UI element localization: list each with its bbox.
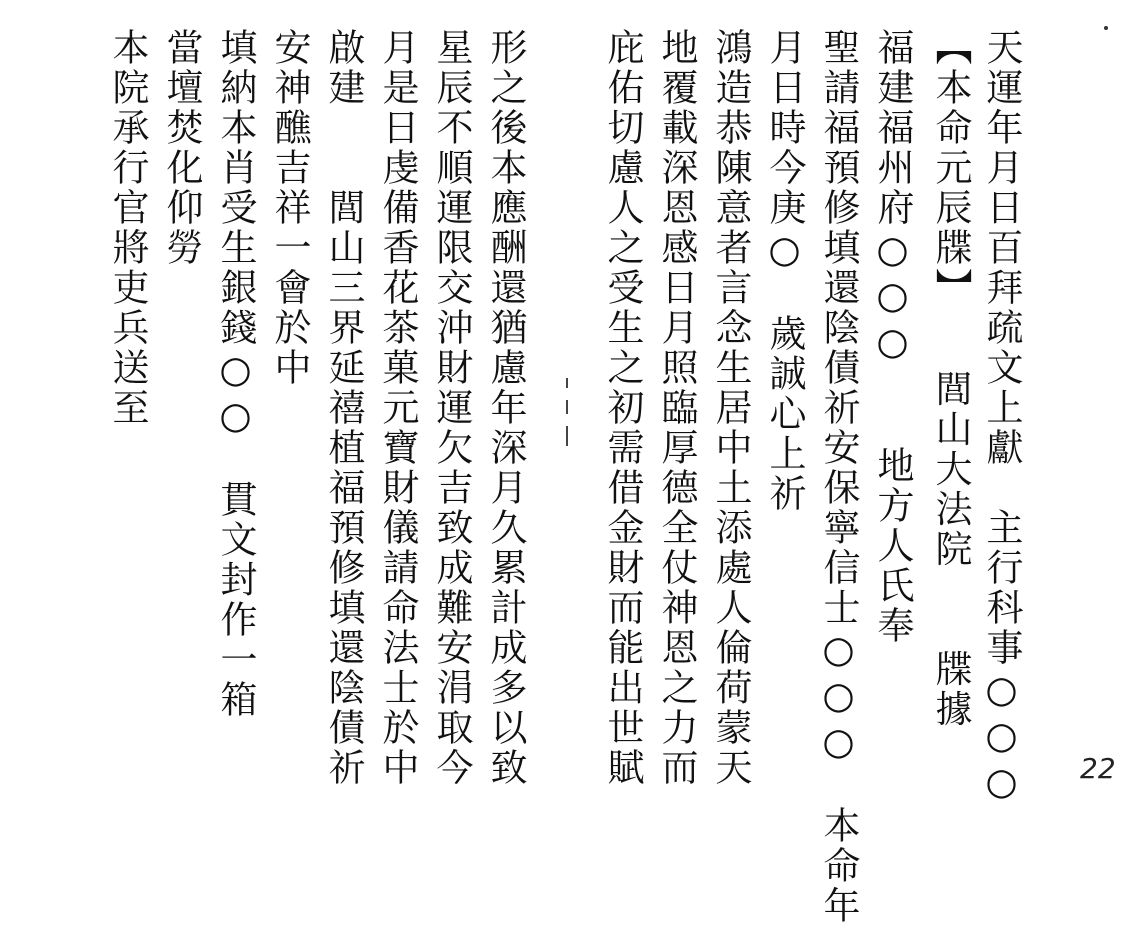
scan-speck	[1104, 26, 1108, 30]
text-column-4: 福建福州府○○○ 地方人氏奉	[871, 28, 914, 646]
text-column-14: 填納本肖受生銀錢○○ 貫文封作一箱	[214, 28, 257, 720]
text-column-7: 地覆載深恩感日月照臨厚德全仗神恩之力而	[655, 28, 698, 788]
text-column-2: 【本命元辰牒】 閭山大法院 牒據	[929, 28, 972, 730]
text-column-16: 本院承行官將吏兵送至	[106, 28, 149, 428]
text-column-11: 月是日虔備香花茶菓元寶財儀請命法士於中	[376, 28, 419, 788]
page-number: 22	[1080, 752, 1116, 785]
text-column-9: 形之後本應酬還猶慮年深月久累計成多以致	[484, 28, 527, 788]
text-column-3: 聖請福預修填還陰債祈安保寧信士○○○ 本命年	[817, 28, 860, 926]
text-column-6: 鴻造恭陳意者言念生居中土添處人倫荷蒙天	[709, 28, 752, 788]
text-column-12: 啟建 閭山三界延禧植福預修填還陰債祈	[322, 28, 365, 788]
text-column-8: 庇佑切慮人之受生之初需借金財而能出世賦	[601, 28, 644, 788]
text-column-1: 天運年月日百拜疏文上獻 主行科事○○○	[980, 28, 1023, 806]
text-column-15: 當壇焚化仰勞	[160, 28, 203, 268]
text-column-13: 安神醮吉祥一會於中	[268, 28, 311, 388]
text-column-5: 月日時今庚○ 歲誠心上祈	[763, 28, 806, 514]
text-column-10: 星辰不順運限交沖財運欠吉致成難安涓取今	[430, 28, 473, 788]
fold-mark	[558, 378, 576, 448]
